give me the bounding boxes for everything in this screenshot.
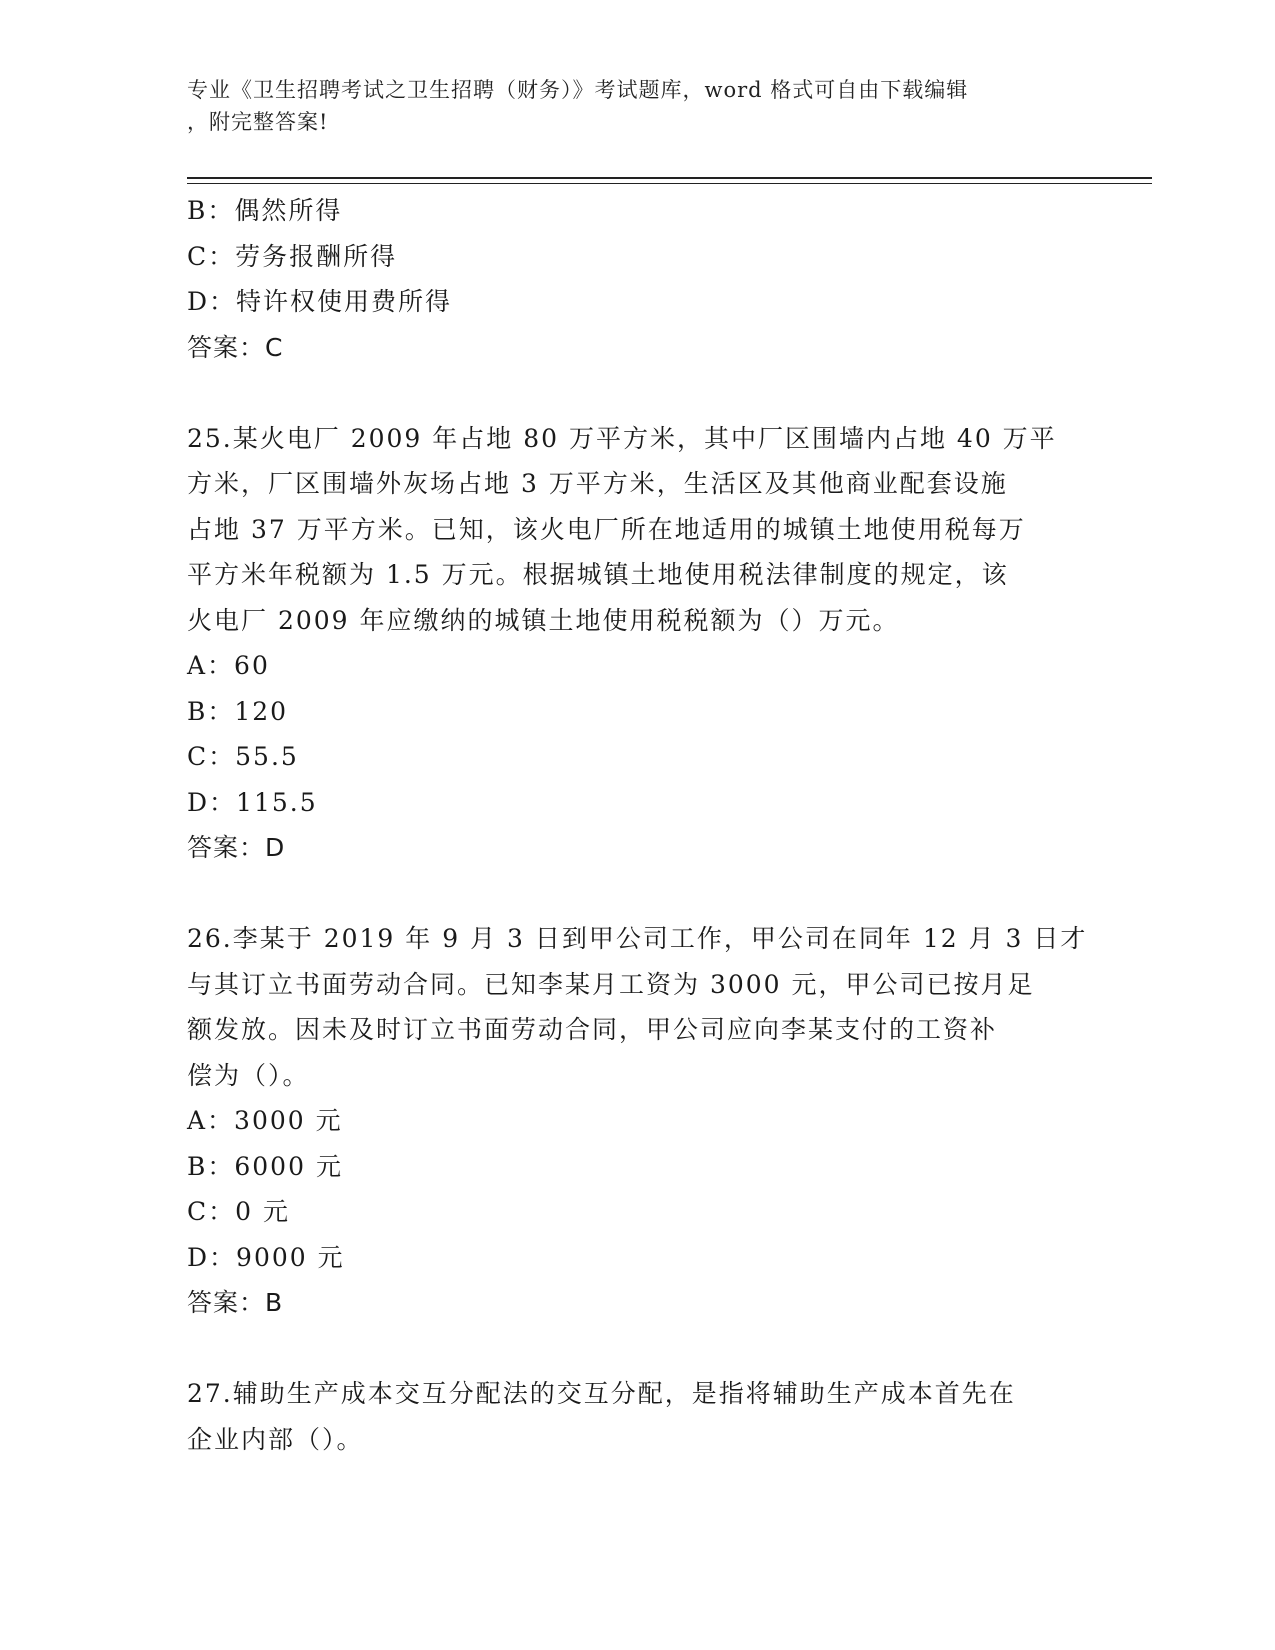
question-27 <box>187 1371 1087 1462</box>
option-b: B：6000 元 <box>187 1151 343 1181</box>
question-content <box>187 188 1087 1462</box>
question-spacer <box>187 370 1087 416</box>
header-divider-thin <box>187 183 1152 184</box>
header-line-1: 专业《卫生招聘考试之卫生招聘（财务）》考试题库，word 格式可自由下载编辑 <box>187 78 969 102</box>
question-stem-line: 与其订立书面劳动合同。已知李某月工资为 3000 元，甲公司已按月足 <box>187 969 1035 999</box>
question-spacer <box>187 1326 1087 1372</box>
option-b: B：120 <box>187 696 289 726</box>
question-stem-line: 方米，厂区围墙外灰场占地 3 万平方米，生活区及其他商业配套设施 <box>187 469 1008 498</box>
option-a: A：3000 元 <box>187 1106 343 1135</box>
option-b: B：偶然所得 <box>187 196 343 225</box>
option-a: A：60 <box>187 651 270 680</box>
question-24-tail <box>187 188 1087 370</box>
question-26 <box>187 916 1087 1326</box>
question-stem-line: 火电厂 2009 年应缴纳的城镇土地使用税税额为（）万元。 <box>187 605 900 635</box>
question-stem-line: 27.辅助生产成本交互分配法的交互分配，是指将辅助生产成本首先在 <box>187 1379 1016 1408</box>
option-d: D：115.5 <box>187 787 318 817</box>
answer-label: 答案：B <box>187 1288 284 1317</box>
answer-label: 答案：C <box>187 332 284 362</box>
question-25 <box>187 416 1087 871</box>
question-spacer <box>187 871 1087 917</box>
document-header <box>187 74 1067 138</box>
question-stem-line: 占地 37 万平方米。已知，该火电厂所在地适用的城镇土地使用税每万 <box>187 514 1026 544</box>
question-stem-line: 平方米年税额为 1.5 万元。根据城镇土地使用税法律制度的规定，该 <box>187 560 1009 589</box>
question-stem-line: 额发放。因未及时订立书面劳动合同，甲公司应向李某支付的工资补 <box>187 1015 998 1044</box>
option-c: C：0 元 <box>187 1197 290 1226</box>
option-d: D：特许权使用费所得 <box>187 287 453 316</box>
option-d: D：9000 元 <box>187 1242 345 1272</box>
answer-label: 答案：D <box>187 833 286 862</box>
header-divider-thick <box>187 177 1152 179</box>
option-c: C：55.5 <box>187 742 299 771</box>
header-line-2: ，附完整答案! <box>187 110 329 134</box>
option-c: C：劳务报酬所得 <box>187 241 398 271</box>
question-stem-line: 偿为（）。 <box>187 1060 310 1090</box>
question-stem-line: 25.某火电厂 2009 年占地 80 万平方米，其中厂区围墙内占地 40 万平 <box>187 423 1057 453</box>
question-stem-line: 企业内部（）。 <box>187 1424 364 1454</box>
question-stem-line: 26.李某于 2019 年 9 月 3 日到甲公司工作，甲公司在同年 12 月 3 日才 <box>187 924 1088 953</box>
